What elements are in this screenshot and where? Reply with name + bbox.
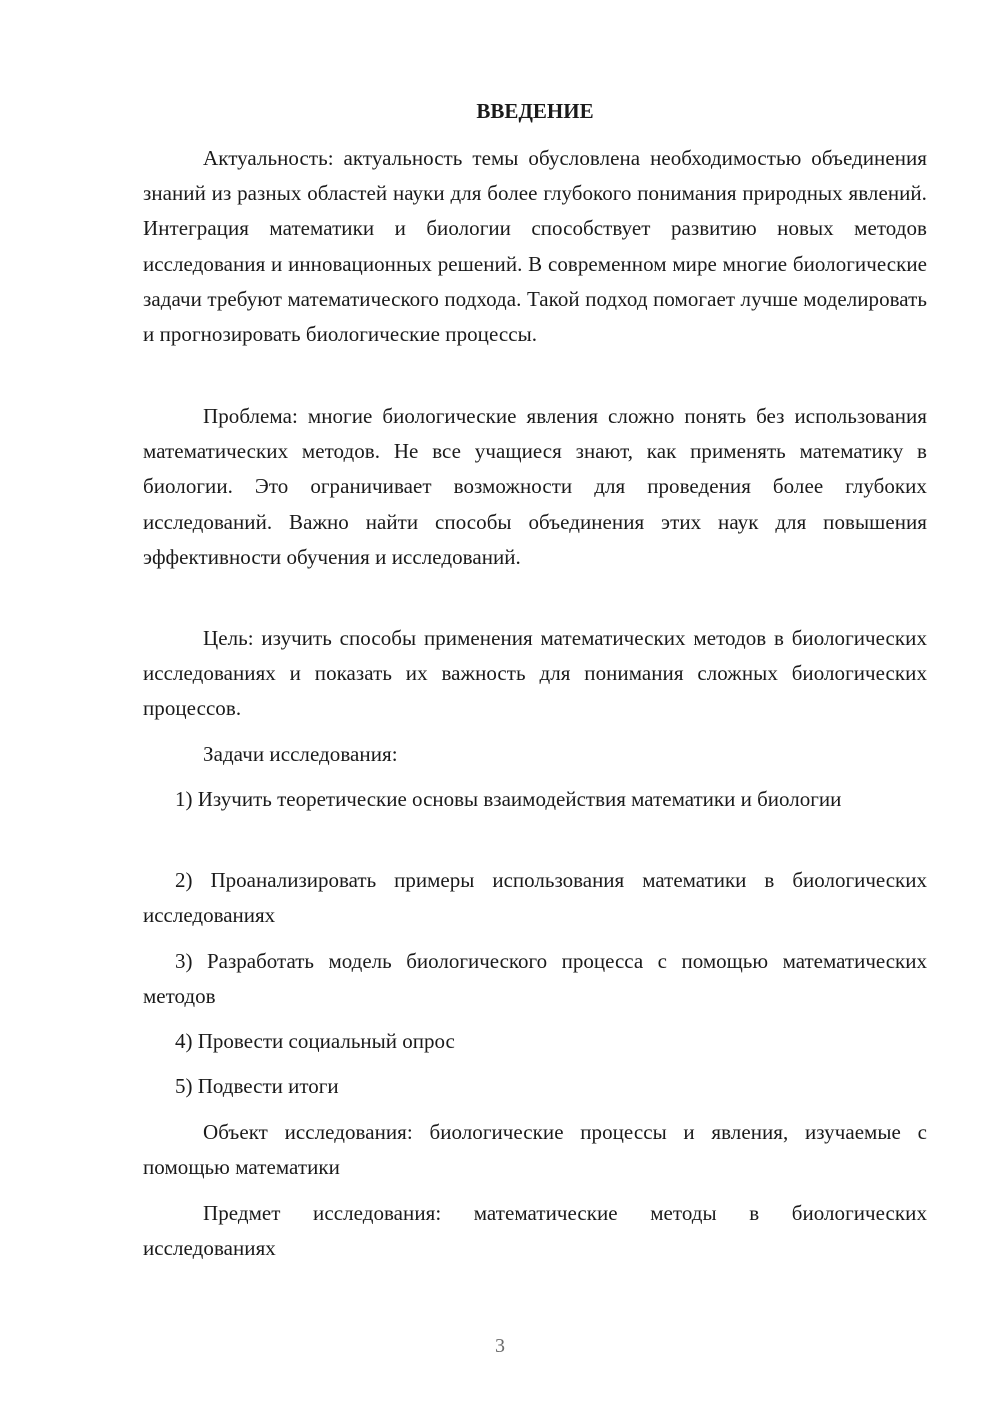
tasks-heading: Задачи исследования: <box>203 742 398 766</box>
object-paragraph: Объект исследования: биологические процессы и явления, изучаемые с помощью математики <box>143 1120 927 1180</box>
subject-paragraph: Предмет исследования: математические методы в биологических исследованиях <box>143 1201 927 1261</box>
task-item-3: 3) Разработать модель биологического процесса с помощью математических методов <box>143 949 927 1009</box>
relevance-paragraph: Актуальность: актуальность темы обусловлена необходимостью объединения знаний из разных областей науки для более глубокого понимания природных явлений. Интеграция математики и биологии способствует развитию новых методов исследования и инновационных решений. В современном мире многие биологические задачи требуют математического подхода. Такой подход помогает лучше моделировать и прогнозировать биологические процессы. <box>143 146 927 347</box>
task-item-5: 5) Подвести итоги <box>175 1074 339 1098</box>
goal-paragraph: Цель: изучить способы применения математических методов в биологических исследованиях и показать их важность для понимания сложных биологических процессов. <box>143 626 927 721</box>
problem-paragraph: Проблема: многие биологические явления сложно понять без использования математических методов. Не все учащиеся знают, как применять математику в биологии. Это ограничивает возможности для проведения более глубоких исследований. Важно найти способы объединения этих наук для повышения эффективности обучения и исследований. <box>143 404 927 569</box>
page-number: 3 <box>495 1335 505 1357</box>
task-item-2: 2) Проанализировать примеры использования математики в биологических исследованиях <box>143 868 927 928</box>
section-title: ВВЕДЕНИЕ <box>476 99 594 123</box>
task-item-4: 4) Провести социальный опрос <box>175 1029 455 1053</box>
task-item-1: 1) Изучить теоретические основы взаимодействия математики и биологии <box>175 787 842 811</box>
